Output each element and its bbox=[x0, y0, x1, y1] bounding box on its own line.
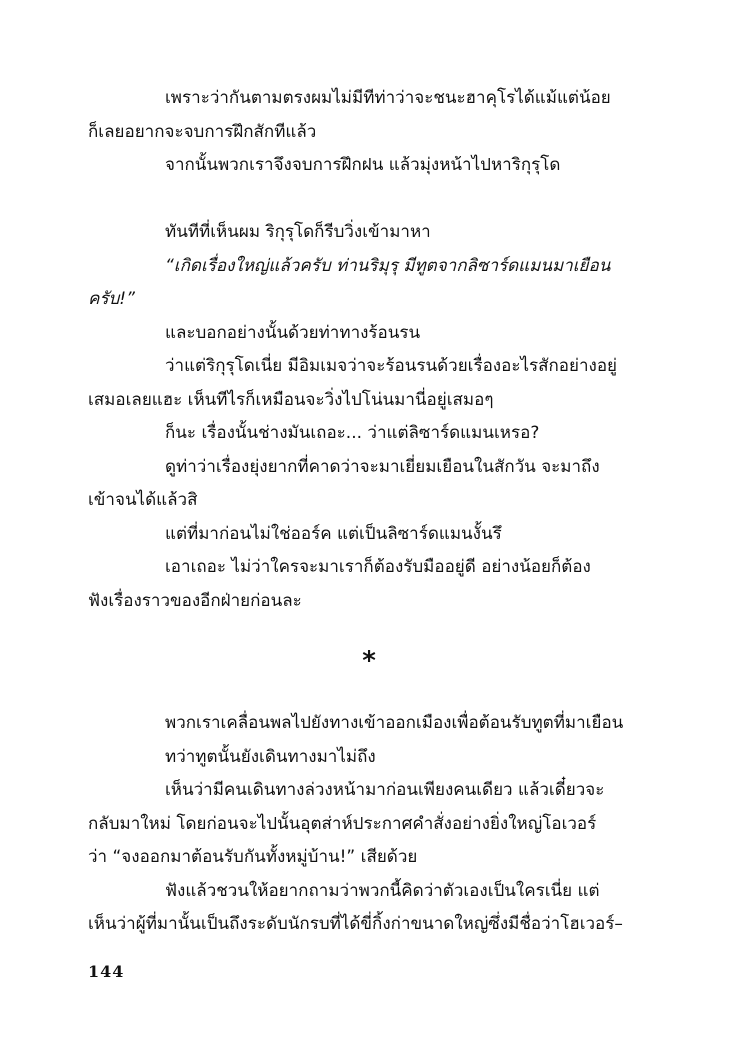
text-line: ทว่าทูตนั้นยังเดินทางมาไม่ถึง bbox=[165, 746, 376, 767]
text-line: ก็เลยอยากจะจบการฝึกสักทีแล้ว bbox=[88, 121, 317, 142]
text-block-1 bbox=[88, 82, 653, 618]
text-line: ฟังเรื่องราวของอีกฝ่ายก่อนละ bbox=[88, 590, 302, 611]
text-line: เห็นว่าผู้ที่มานั้นเป็นถึงระดับนักรบที่ได้ขี่กิ้งก่าขนาดใหญ่ซึ่งมีชื่อว่าโฮเวอร์– bbox=[88, 914, 623, 934]
text-line: จากนั้นพวกเราจึงจบการฝึกฝน แล้วมุ่งหน้าไปหาริกุรุโด bbox=[165, 155, 561, 175]
text-line: ฟังแล้วชวนให้อยากถามว่าพวกนี้คิดว่าตัวเองเป็นใครเนี่ย แต่ bbox=[165, 880, 600, 901]
scene-separator: * bbox=[362, 646, 376, 676]
dialogue-line: “เกิดเรื่องใหญ่แล้วครับ ท่านริมุรุ มีทูตจากลิซาร์ดแมนมาเยือน bbox=[165, 255, 611, 276]
text-block-2 bbox=[88, 707, 653, 942]
page-number: 144 bbox=[88, 962, 125, 981]
text-line: และบอกอย่างนั้นด้วยท่าทางร้อนรน bbox=[165, 322, 421, 343]
text-line: เสมอเลยแฮะ เห็นทีไรก็เหมือนจะวิ่งไปโน่นมานี่อยู่เสมอๆ bbox=[88, 389, 494, 410]
blank-line bbox=[88, 183, 653, 217]
text-line: ว่าแต่ริกุรุโดเนี่ย มีอิมเมจว่าจะร้อนรนด้วยเรื่องอะไรสักอย่างอยู่ bbox=[165, 356, 617, 376]
text-line: เห็นว่ามีคนเดินทางล่วงหน้ามาก่อนเพียงคนเดียว แล้วเดี๋ยวจะ bbox=[165, 780, 605, 800]
dialogue-line: ครับ!” bbox=[88, 289, 135, 309]
text-line: เข้าจนได้แล้วสิ bbox=[88, 490, 198, 510]
text-line: เอาเถอะ ไม่ว่าใครจะมาเราก็ต้องรับมืออยู่ดี อย่างน้อยก็ต้อง bbox=[165, 557, 591, 577]
text-line: ทันทีที่เห็นผม ริกุรุโดก็รีบวิ่งเข้ามาหา bbox=[165, 222, 431, 242]
text-line: เพราะว่ากันตามตรงผมไม่มีทีท่าว่าจะชนะฮาคุโรได้แม้แต่น้อย bbox=[165, 88, 611, 108]
text-line: พวกเราเคลื่อนพลไปยังทางเข้าออกเมืองเพื่อต้อนรับทูตที่มาเยือน bbox=[165, 713, 624, 733]
text-line: ว่า “จงออกมาต้อนรับกันทั้งหมู่บ้าน!” เสียด้วย bbox=[88, 847, 418, 867]
text-line: กลับมาใหม่ โดยก่อนจะไปนั้นอุตส่าห์ประกาศคำสั่งอย่างยิ่งใหญ่โอเวอร์ bbox=[88, 813, 597, 834]
text-line: ดูท่าว่าเรื่องยุ่งยากที่คาดว่าจะมาเยี่ยมเยือนในสักวัน จะมาถึง bbox=[165, 456, 600, 477]
text-line: แต่ที่มาก่อนไม่ใช่ออร์ค แต่เป็นลิซาร์ดแมนงั้นรึ bbox=[165, 523, 502, 544]
text-line: ก็นะ เรื่องนั้นช่างมันเถอะ... ว่าแต่ลิซาร์ดแมนเหรอ? bbox=[165, 423, 540, 443]
